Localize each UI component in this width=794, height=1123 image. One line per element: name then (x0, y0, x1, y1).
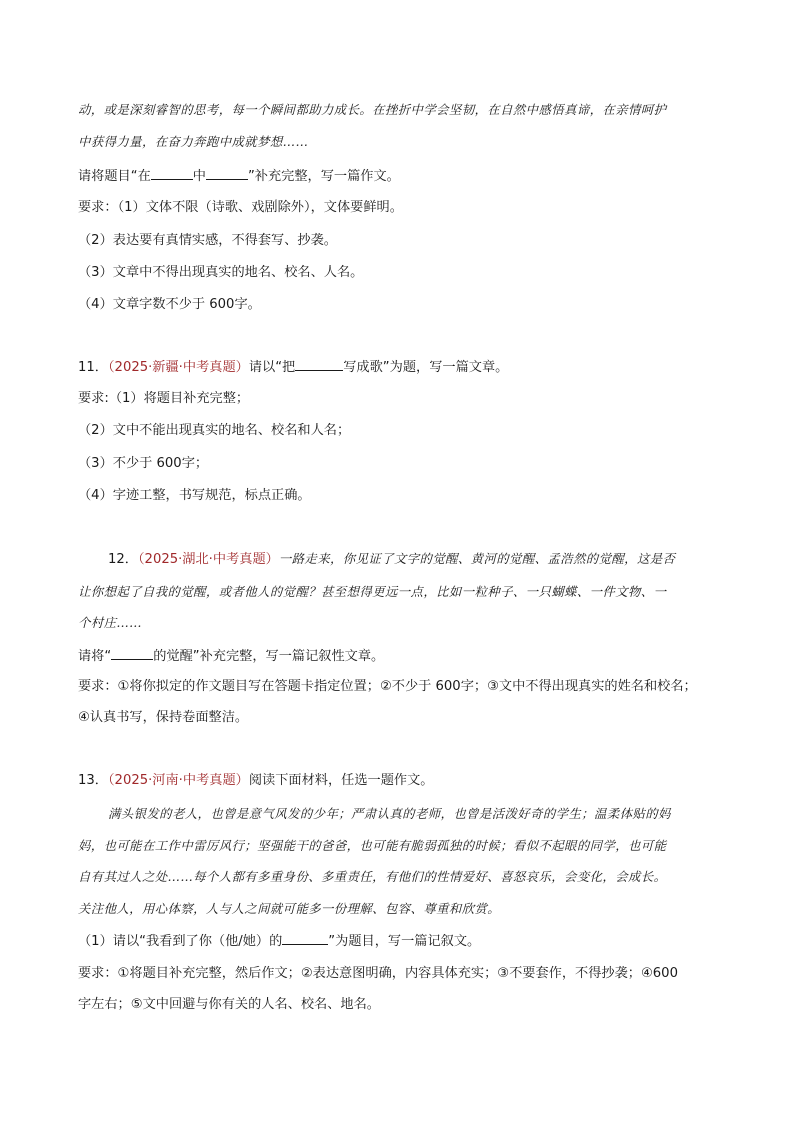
q13-prompt-a: （1）请以“我看到了你（他/她）的 (78, 934, 283, 949)
q12-material-2: 让你想起了自我的觉醒，或者他人的觉醒？甚至想得更远一点，比如一粒种子、一只蝴蝶、一件文物、一 (78, 584, 667, 599)
q11-prompt-a: 请以“把 (248, 360, 296, 375)
q13-req-2: 字左右；⑤文中回避与你有关的人名、校名、地名。 (78, 997, 380, 1012)
q12-prompt (78, 647, 734, 666)
q13-source: （2025·河南·中考真题） (107, 773, 249, 788)
q12-material-3: 个村庄…… (78, 615, 142, 630)
q13-prompt-b: ”为题目，写一篇记叙文。 (328, 934, 481, 949)
q13-material-3: 自有其过人之处……每个人都有多重身份、多重责任，有他们的性情爱好、喜怒哀乐，会变化，会成长。 (78, 869, 667, 884)
q12-prompt-a: 请将“ (78, 649, 112, 664)
q13-prompt (78, 932, 734, 951)
q10-req-2: （2）表达要有真情实感，不得套写、抄袭。 (78, 233, 337, 248)
q11-req-1: 要求:（1）将题目补充完整； (78, 391, 250, 406)
q13-material-4: 关注他人，用心体察，人与人之间就可能多一份理解、包容、尊重和欣赏。 (78, 901, 501, 916)
q11-req-4: （4）字迹工整，书写规范，标点正确。 (78, 488, 311, 503)
q11-req-3: （3）不少于 600字； (78, 456, 209, 471)
q12-number: 12． (108, 552, 138, 567)
q13-material-1: 满头银发的老人，也曾是意气风发的少年；严肃认真的老师，也曾是活泼好奇的学生；温柔体贴的妈 (108, 806, 671, 821)
q13-number: 13． (78, 773, 108, 788)
q10-prompt (78, 167, 734, 186)
q10-req-3: （3）文章中不得出现真实的地名、校名、人名。 (78, 265, 364, 280)
intro-line-2: 中获得力量，在奋力奔跑中成就梦想…… (78, 134, 309, 149)
q10-prompt-b: 中 (192, 169, 206, 184)
q11-req-2: （2）文中不能出现真实的地名、校名和人名； (78, 423, 351, 438)
q13-heading (78, 772, 734, 790)
q11-blank (295, 358, 343, 371)
q12-material-1: 一路走来，你见证了文字的觉醒、黄河的觉醒、孟浩然的觉醒，这是否 (278, 551, 676, 566)
q12-source: （2025·湖北·中考真题） (137, 552, 279, 567)
q11-prompt-b: 写成歌”为题，写一篇文章。 (343, 360, 509, 375)
q12-prompt-b: 的觉醒”补充完整，写一篇记叙性文章。 (153, 649, 385, 664)
q10-blank-2 (206, 167, 248, 180)
q10-req-4: （4）文章字数不少于 600字。 (78, 297, 261, 312)
q12-heading (108, 550, 734, 569)
intro-line-1: 动，或是深刻睿智的思考，每一个瞬间都助力成长。在挫折中学会坚韧，在自然中感悟真谛，在亲情呵护 (78, 102, 667, 117)
q11-source: （2025·新疆·中考真题） (107, 360, 249, 375)
q11-number: 11． (78, 360, 108, 375)
q10-prompt-a: 请将题目“在 (78, 169, 151, 184)
q12-req-2: ④认真书写，保持卷面整洁。 (78, 710, 249, 725)
q13-material-2: 妈，也可能在工作中雷厉风行；坚强能干的爸爸，也可能有脆弱孤独的时候；看似不起眼的同学，也可能 (78, 838, 667, 853)
q12-blank (111, 647, 153, 660)
q12-req-1: 要求：①将你拟定的作文题目写在答题卡指定位置；②不少于 600字；③文中不得出现真实的姓名和校名； (78, 679, 697, 694)
q10-req-1: 要求：（1）文体不限（诗歌、戏剧除外），文体要鲜明。 (78, 200, 403, 215)
q13-instruction: 阅读下面材料，任选一题作文。 (248, 773, 434, 788)
q10-blank-1 (151, 167, 193, 180)
q13-req-1: 要求：①将题目补充完整，然后作文；②表达意图明确，内容具体充实；③不要套作，不得抄袭；④600 (78, 966, 678, 981)
q13-blank (282, 932, 328, 945)
q10-prompt-c: ”补充完整，写一篇作文。 (247, 169, 400, 184)
q11-heading (78, 358, 734, 377)
